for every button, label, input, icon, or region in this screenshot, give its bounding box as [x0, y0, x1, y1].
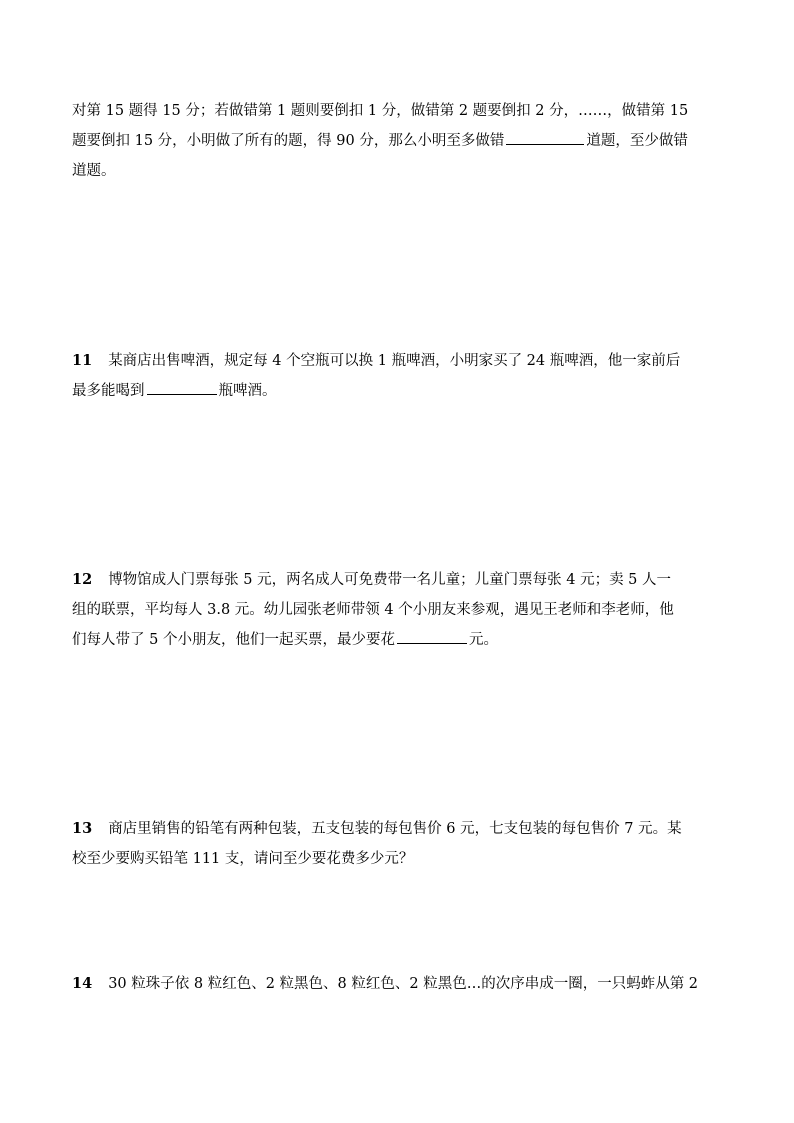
- question-10-line-3: 道题。: [72, 163, 116, 179]
- question-13-line-1: [72, 814, 732, 844]
- question-10-line-2-tail: 道题，至少做错: [586, 133, 688, 149]
- question-13-line-2: 校至少要购买铅笔 111 支，请问至少要花费多少元？: [72, 851, 414, 867]
- question-10-line-2-text: 题要倒扣 15 分，小明做了所有的题，得 90 分，那么小明至多做错: [72, 133, 505, 149]
- question-12-line-1: [72, 565, 732, 595]
- question-12: [72, 565, 732, 655]
- question-11: [72, 346, 732, 406]
- answer-blank-cost[interactable]: [397, 629, 467, 645]
- question-12-line-3: [72, 625, 732, 655]
- question-13-text-1: 商店里销售的铅笔有两种包装，五支包装的每包售价 6 元，七支包装的每包售价 7 元。某: [108, 821, 682, 837]
- question-12-line-2: 组的联票，平均每人 3.8 元。幼儿园张老师带领 4 个小朋友来参观，遇见王老师和李老师，他: [72, 602, 674, 618]
- question-11-text-2: 最多能喝到: [72, 383, 145, 399]
- question-number: 11: [72, 352, 93, 369]
- question-13: [72, 814, 732, 874]
- question-11-text-3: 瓶啤酒。: [218, 383, 277, 399]
- question-10: [72, 96, 732, 186]
- question-11-line-1: [72, 346, 732, 376]
- answer-blank-max-wrong[interactable]: [506, 130, 584, 146]
- question-10-line-1: 对第 15 题得 15 分；若做错第 1 题则要倒扣 1 分，做错第 2 题要倒扣 2 分，……，做错第 15: [72, 103, 689, 119]
- question-11-line-2: [72, 376, 732, 406]
- question-number: 14: [72, 975, 93, 992]
- question-14-text-1: 30 粒珠子依 8 粒红色、2 粒黑色、8 粒红色、2 粒黑色…的次序串成一圈，一只蚂蚱从第 2: [108, 976, 699, 992]
- question-12-text-3: 们每人带了 5 个小朋友，他们一起买票，最少要花: [72, 632, 395, 648]
- question-10-line-2: [72, 126, 732, 156]
- question-12-text-4: 元。: [468, 632, 498, 648]
- question-14: [72, 969, 732, 999]
- answer-blank-bottles[interactable]: [147, 380, 217, 396]
- question-12-text-1: 博物馆成人门票每张 5 元，两名成人可免费带一名儿童；儿童门票每张 4 元；卖 5 人一: [108, 572, 672, 588]
- question-14-line-1: [72, 969, 732, 999]
- question-number: 12: [72, 571, 93, 588]
- question-11-text-1: 某商店出售啤酒，规定每 4 个空瓶可以换 1 瓶啤酒，小明家买了 24 瓶啤酒，他一家前后: [108, 353, 681, 369]
- question-number: 13: [72, 820, 93, 837]
